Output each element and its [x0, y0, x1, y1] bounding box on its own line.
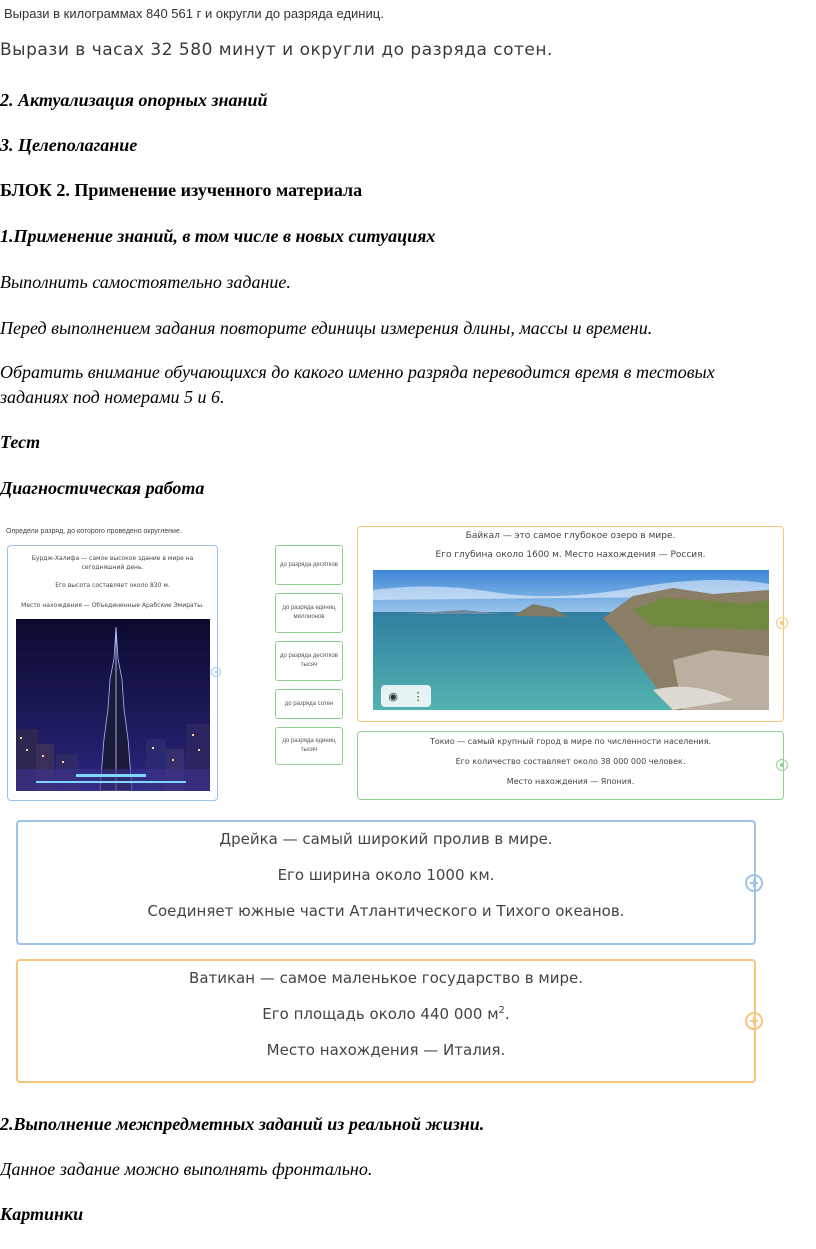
- card-drake[interactable]: [16, 820, 756, 945]
- burj-line3: Место нахождения — Объединенные Арабские Эмираты.: [21, 602, 204, 609]
- option-millions[interactable]: до разряда единиц миллионов: [275, 593, 343, 633]
- baikal-add-icon[interactable]: [776, 617, 788, 629]
- block2-heading: БЛОК 2. Применение изученного материала: [0, 180, 363, 200]
- pictures-heading: Картинки: [0, 1204, 84, 1224]
- section-application: 1.Применение знаний, в том числе в новых ситуациях: [0, 226, 436, 246]
- burj-line1: Бурдж-Халифа — самое высокое здание в мире на сегодняшний день.: [31, 555, 194, 571]
- tokyo-line1: Токио — самый крупный город в мире по численности населения.: [430, 737, 711, 746]
- option-tens[interactable]: до разряда десятков: [275, 545, 343, 585]
- baikal-photo: [373, 570, 769, 710]
- drake-line2: Его ширина около 1000 км.: [277, 866, 495, 884]
- tokyo-line2: Его количество составляет около 38 000 000 человек.: [455, 757, 686, 766]
- more-vert-icon[interactable]: ⋮: [412, 690, 424, 703]
- section-cross-subject: 2.Выполнение межпредметных заданий из реальной жизни.: [0, 1114, 485, 1134]
- para-attention: Обратить внимание обучающихся до какого именно разряда переводится время в тестовых заданиях под номерами 5 и 6.: [0, 362, 715, 407]
- burj-khalifa-photo: [16, 619, 210, 791]
- card-baikal[interactable]: [357, 526, 784, 722]
- diagnostic-heading: Диагностическая работа: [0, 478, 205, 498]
- section-goal-setting: 3. Целеполагание: [0, 135, 138, 155]
- task-time-rounding: Вырази в часах 32 580 минут и округли до разряда сотен.: [0, 40, 553, 60]
- baikal-line2: Его глубина около 1600 м. Место нахождения — Россия.: [435, 550, 706, 560]
- card-vatican[interactable]: [16, 959, 756, 1083]
- task-weight-rounding: Вырази в килограммах 840 561 г и округли до разряда единиц.: [4, 6, 384, 21]
- image-toolbar: [381, 685, 431, 707]
- vatican-area-sup: 2: [498, 1005, 505, 1016]
- card-burj-khalifa[interactable]: [7, 545, 218, 801]
- drake-line1: Дрейка — самый широкий пролив в мире.: [219, 830, 553, 848]
- option-hundreds[interactable]: до разряда сотен: [275, 689, 343, 719]
- para-frontal: Данное задание можно выполнять фронтально.: [0, 1159, 373, 1179]
- vatican-line1: Ватикан — самое маленькое государство в мире.: [189, 969, 583, 987]
- worksheet-instruction: Определи разряд, до которого проведено округление.: [6, 528, 182, 535]
- test-heading: Тест: [0, 432, 41, 452]
- para-self-task: Выполнить самостоятельно задание.: [0, 272, 291, 292]
- option-thousands[interactable]: до разряда единиц тысяч: [275, 727, 343, 765]
- burj-add-icon[interactable]: [211, 667, 221, 677]
- vatican-line2: [18, 1005, 754, 1023]
- vatican-line3: Место нахождения — Италия.: [266, 1041, 506, 1059]
- option-ten-thousands[interactable]: до разряда десятков тысяч: [275, 641, 343, 681]
- baikal-line1: Байкал — это самое глубокое озеро в мире.: [465, 531, 676, 541]
- drake-line3: Соединяет южные части Атлантического и Тихого океанов.: [147, 902, 625, 920]
- drake-add-icon[interactable]: [745, 874, 763, 892]
- section-actualization: 2. Актуализация опорных знаний: [0, 90, 268, 110]
- tokyo-add-icon[interactable]: [776, 759, 788, 771]
- tokyo-line3: Место нахождения — Япония.: [506, 777, 635, 786]
- vatican-add-icon[interactable]: [745, 1012, 763, 1030]
- vatican-area-text: Его площадь около 440 000 м: [262, 1005, 499, 1023]
- burj-line2: Его высота составляет около 830 м.: [55, 582, 170, 589]
- vatican-area-end: .: [504, 1005, 510, 1023]
- card-tokyo[interactable]: [357, 731, 784, 800]
- camera-icon[interactable]: ◉: [388, 690, 398, 703]
- para-repeat-units: Перед выполнением задания повторите единицы измерения длины, массы и времени.: [0, 318, 653, 338]
